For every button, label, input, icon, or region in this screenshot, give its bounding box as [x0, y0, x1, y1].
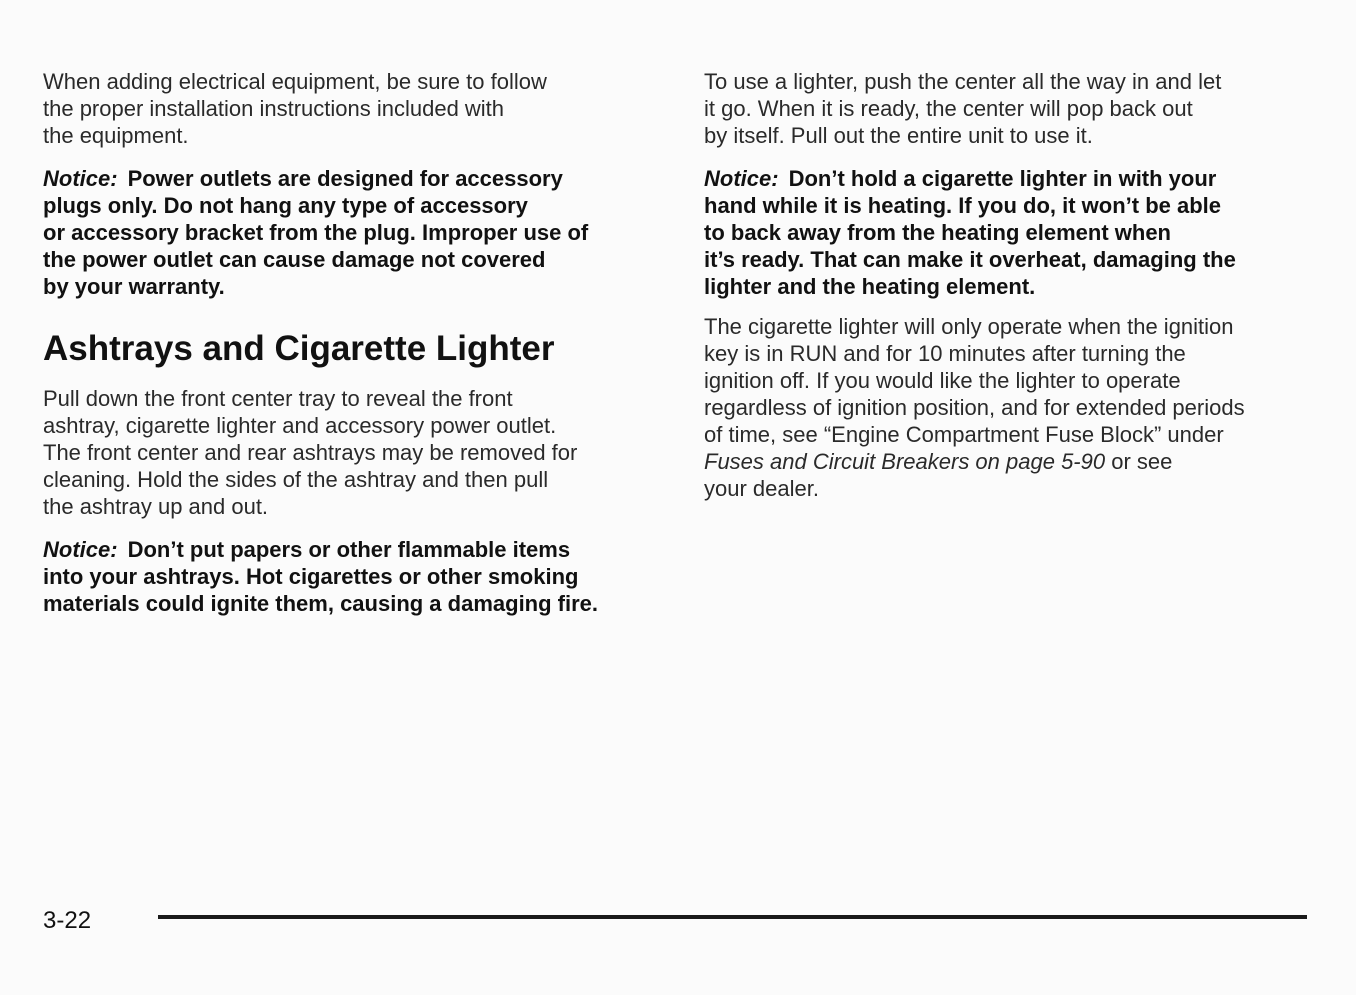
text-line: it’s ready. That can make it overheat, damaging the [704, 247, 1236, 272]
left-column [43, 68, 658, 617]
text-line: When adding electrical equipment, be sure to follow [43, 69, 547, 94]
text-line: Don’t put papers or other flammable items [127, 537, 571, 562]
notice-power-outlets [43, 165, 658, 300]
text-line: of time, see “Engine Compartment Fuse Block” under [704, 422, 1224, 447]
text-line: regardless of ignition position, and for extended periods [704, 395, 1245, 420]
text-line: materials could ignite them, causing a damaging fire. [43, 591, 599, 616]
text-line: into your ashtrays. Hot cigarettes or other smoking [43, 564, 579, 589]
section-heading: Ashtrays and Cigarette Lighter [43, 329, 555, 368]
notice-first-line [704, 165, 1309, 192]
intro-paragraph [43, 68, 658, 149]
text-line: The cigarette lighter will only operate when the ignition [704, 314, 1234, 339]
text-line: it go. When it is ready, the center will pop back out [704, 96, 1193, 121]
text-line: Don’t hold a cigarette lighter in with your [788, 166, 1217, 191]
text-line: by itself. Pull out the entire unit to use it. [704, 123, 1093, 148]
text-line: Pull down the front center tray to reveal the front [43, 386, 513, 411]
text-line: key is in RUN and for 10 minutes after turning the [704, 341, 1186, 366]
text-line: the equipment. [43, 123, 189, 148]
text-line: the power outlet can cause damage not covered [43, 247, 546, 272]
text-line-with-reference [704, 448, 1309, 475]
text-line: lighter and the heating element. [704, 274, 1036, 299]
text-line: ignition off. If you would like the lighter to operate [704, 368, 1181, 393]
text-line: by your warranty. [43, 274, 225, 299]
lighter-usage-paragraph [704, 68, 1309, 149]
right-column [704, 68, 1309, 502]
page-number: 3-22 [43, 907, 92, 934]
text-line: cleaning. Hold the sides of the ashtray and then pull [43, 467, 549, 492]
reference-suffix: or see [1105, 449, 1173, 474]
notice-flammable-items [43, 536, 658, 617]
text-line: To use a lighter, push the center all the way in and let [704, 69, 1222, 94]
notice-lighter-heating [704, 165, 1309, 300]
text-line: The front center and rear ashtrays may be removed for [43, 440, 578, 465]
text-line: to back away from the heating element when [704, 220, 1171, 245]
lighter-operation-paragraph [704, 313, 1309, 502]
text-line: Power outlets are designed for accessory [127, 166, 563, 191]
ashtray-paragraph [43, 385, 658, 520]
text-line: hand while it is heating. If you do, it won’t be able [704, 193, 1222, 218]
notice-label: Notice: [704, 166, 779, 191]
text-line: the proper installation instructions included with [43, 96, 505, 121]
text-line: your dealer. [704, 476, 819, 501]
text-line: the ashtray up and out. [43, 494, 269, 519]
notice-first-line [43, 536, 658, 563]
footer-rule [158, 915, 1307, 919]
notice-label: Notice: [43, 537, 118, 562]
notice-first-line [43, 165, 658, 192]
text-line: plugs only. Do not hang any type of accessory [43, 193, 528, 218]
notice-label: Notice: [43, 166, 118, 191]
text-line: ashtray, cigarette lighter and accessory power outlet. [43, 413, 557, 438]
fuses-page-reference: Fuses and Circuit Breakers on page 5-90 [704, 449, 1106, 474]
text-line: or accessory bracket from the plug. Improper use of [43, 220, 589, 245]
